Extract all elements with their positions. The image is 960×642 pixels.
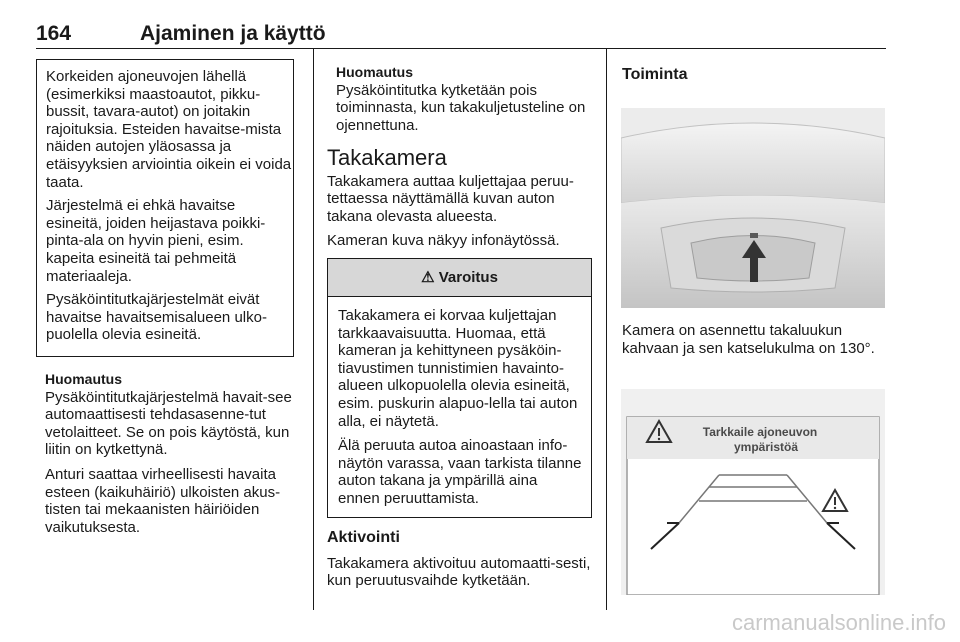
toiminta-heading-wrap — [622, 66, 884, 92]
note-text: Pysäköintitutka kytketään pois toiminnasta, kun takakuljetusteline on ojennettuna. — [336, 81, 586, 134]
box-paragraph-3: Pysäköintitutkajärjestelmät eivät havaitse havaitsemisalueen ulko-puolella olevia esineitä. — [46, 291, 267, 344]
camera-lens — [750, 233, 758, 238]
tailgate-camera-image — [621, 108, 885, 308]
paragraph: Anturi saattaa virheellisesti havaita esteen (kaikuhäiriö) ulkoisten akus-tisten tai mekaanisten häiriöiden vaikutuksesta. — [45, 465, 281, 536]
intro-text: Takakamera auttaa kuljettajaa peruu-tettaessa näyttämällä kuvan auton takana olevasta alueesta. — [327, 172, 574, 225]
screen-text-line1: Tarkkaile ajoneuvon — [702, 425, 818, 439]
warning-title: Varoitus — [438, 269, 498, 286]
page-header — [36, 20, 886, 49]
watermark: carmanualsonline.info — [731, 610, 946, 635]
warning-header — [328, 259, 591, 297]
camera-display-image — [621, 389, 885, 595]
col2-text — [336, 64, 598, 141]
chapter-title: Ajaminen ja käyttö — [140, 22, 326, 45]
section-heading: Takakamera — [327, 145, 447, 170]
col1-text — [45, 371, 303, 543]
screen-text-line2: ympäristöä — [733, 440, 799, 454]
note-text: Pysäköintitutkajärjestelmä havait-see automaattisesti tehdasasenne-tut vetolaitteet. Se on pois käytöstä, kun liitin on kytkettynä. — [45, 388, 292, 459]
box-paragraph-2: Järjestelmä ei ehkä havaitse esineitä, joiden heijastava poikki-pinta-ala on hyvin pieni, esim. kapeita esineitä tai pehmeitä materiaaleja. — [46, 197, 266, 285]
section-heading: Toiminta — [622, 66, 688, 83]
warning-icon: ⚠ — [421, 269, 435, 286]
note-title: Huomautus — [336, 64, 413, 80]
activation-text: Takakamera aktivoituu automaatti-sesti, kun peruutusvaihde kytketään. — [327, 554, 591, 590]
column-divider-2 — [606, 48, 607, 610]
info-box — [36, 59, 294, 357]
warning-paragraph-2: Älä peruuta autoa ainoastaan info-näytön varassa, vaan tarkista tilanne auton takana ja ympärillä aina ennen peruuttamista. — [338, 437, 582, 507]
note-title: Huomautus — [45, 371, 122, 387]
intro-text-2: Kameran kuva näkyy infonäytössä. — [327, 232, 560, 250]
takakamera-section — [327, 141, 597, 257]
warning-body — [328, 297, 591, 508]
warning-paragraph-1: Takakamera ei korvaa kuljettajan tarkkaavaisuutta. Huomaa, että kameran ja kehittyneen pysäköin-tiavustimen tunnistimien havainto-alueen ulkopuolella olevia esineitä, esim. puskurin alapuo-lella tai auton alla, ei näytetä. — [338, 307, 578, 430]
box-paragraph-1: Korkeiden ajoneuvojen lähellä (esimerkiksi maastoautot, pikku-bussit, tavara-autot) on joitakin rajoituksia. Esteiden havaitse-mista näiden autojen yläosassa ja etäisyyksien arviointia oikein ei voida taata. — [46, 68, 292, 191]
subheading: Aktivointi — [327, 529, 400, 546]
warning-box — [327, 258, 592, 518]
page-number: 164 — [36, 22, 72, 45]
aktivointi-section — [327, 529, 597, 597]
camera-caption: Kamera on asennettu takaluukun kahvaan ja sen katselukulma on 130°. — [622, 322, 875, 357]
column-divider-1 — [313, 48, 314, 610]
